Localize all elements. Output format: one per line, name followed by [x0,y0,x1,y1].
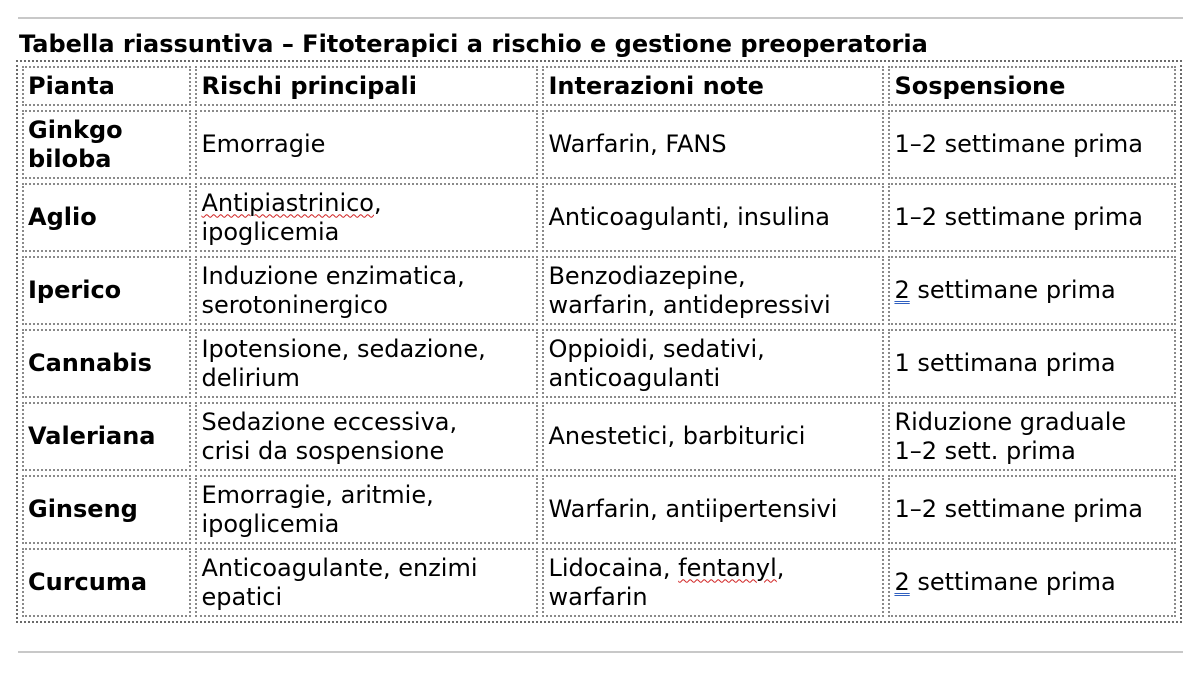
table-row [22,256,1176,325]
cell-line: Lidocaina, fentanyl, [548,553,785,582]
table-row [22,183,1176,252]
cell-line: Anestetici, barbiturici [548,422,806,450]
suspension-cell [888,256,1176,325]
cell-line: Ipotensione, sedazione, [201,334,486,363]
header-plant: Pianta [22,66,191,106]
cell-line: 2 settimane prima [894,568,1116,596]
cell-line: Iperico [28,276,122,304]
suspension-cell [888,402,1176,471]
cell-line: Curcuma [28,568,148,596]
cell-line: Warfarin, antiipertensivi [548,495,838,523]
cell-line: Emorragie, aritmie, [201,480,434,509]
header-risks: Rischi principali [195,66,538,106]
cell-line: 2 settimane prima [894,276,1116,304]
cell-line: biloba [28,144,112,173]
cell-line: Sedazione eccessiva, [201,407,458,436]
table-row [22,329,1176,398]
interactions-cell [542,402,884,471]
spelling-mark: Antipiastrinico [201,188,374,217]
table-body [22,110,1176,617]
bottom-rule [18,651,1183,653]
plant-cell [22,329,191,398]
interactions-cell [542,548,884,617]
cell-line: Ginseng [28,495,138,523]
spelling-mark: fentanyl [678,553,777,582]
top-rule [18,17,1183,19]
cell-line: Anticoagulante, enzimi [201,553,478,582]
table-row [22,548,1176,617]
cell-line: Anticoagulanti, insulina [548,203,830,231]
cell-line: 1–2 sett. prima [894,436,1076,465]
cell-line: ipoglicemia [201,217,340,246]
risks-cell [195,256,538,325]
plant-cell [22,110,191,179]
cell-line: Emorragie [201,130,326,158]
cell-line: 1–2 settimane prima [894,495,1143,523]
header-suspension: Sospensione [888,66,1176,106]
cell-line: Warfarin, FANS [548,130,727,158]
plant-cell [22,183,191,252]
cell-line: Antipiastrinico, [201,188,382,217]
plant-cell [22,256,191,325]
risks-cell [195,329,538,398]
cell-line: serotoninergico [201,290,388,319]
grammar-mark: 2 [894,568,910,596]
risks-cell [195,548,538,617]
plant-cell [22,548,191,617]
cell-line: Valeriana [28,422,156,450]
table-row [22,110,1176,179]
herbal-risk-table [16,60,1182,623]
cell-line: crisi da sospensione [201,436,445,465]
interactions-cell [542,256,884,325]
cell-line: Benzodiazepine, [548,261,746,290]
plant-cell [22,402,191,471]
risks-cell [195,110,538,179]
cell-line: Induzione enzimatica, [201,261,465,290]
cell-line: Riduzione graduale [894,407,1127,436]
interactions-cell [542,329,884,398]
suspension-cell [888,329,1176,398]
suspension-cell [888,183,1176,252]
risks-cell [195,183,538,252]
table-row [22,475,1176,544]
header-row [22,66,1176,106]
grammar-mark: 2 [894,276,910,304]
table-row [22,402,1176,471]
cell-line: ipoglicemia [201,509,340,538]
cell-line: warfarin [548,582,648,611]
interactions-cell [542,183,884,252]
cell-line: epatici [201,582,283,611]
suspension-cell [888,110,1176,179]
plant-cell [22,475,191,544]
suspension-cell [888,548,1176,617]
cell-line: Oppioidi, sedativi, [548,334,765,363]
cell-line: Cannabis [28,349,152,377]
cell-line: warfarin, antidepressivi [548,290,831,319]
cell-line: Ginkgo [28,115,123,144]
header-interactions: Interazioni note [542,66,884,106]
cell-line: anticoagulanti [548,363,721,392]
cell-line: 1–2 settimane prima [894,130,1143,158]
cell-line: 1–2 settimane prima [894,203,1143,231]
cell-line: delirium [201,363,300,392]
table-caption: Tabella riassuntiva – Fitoterapici a rischio e gestione preoperatoria [19,30,928,58]
risks-cell [195,475,538,544]
interactions-cell [542,110,884,179]
suspension-cell [888,475,1176,544]
interactions-cell [542,475,884,544]
cell-line: Aglio [28,203,97,231]
cell-line: 1 settimana prima [894,349,1116,377]
risks-cell [195,402,538,471]
